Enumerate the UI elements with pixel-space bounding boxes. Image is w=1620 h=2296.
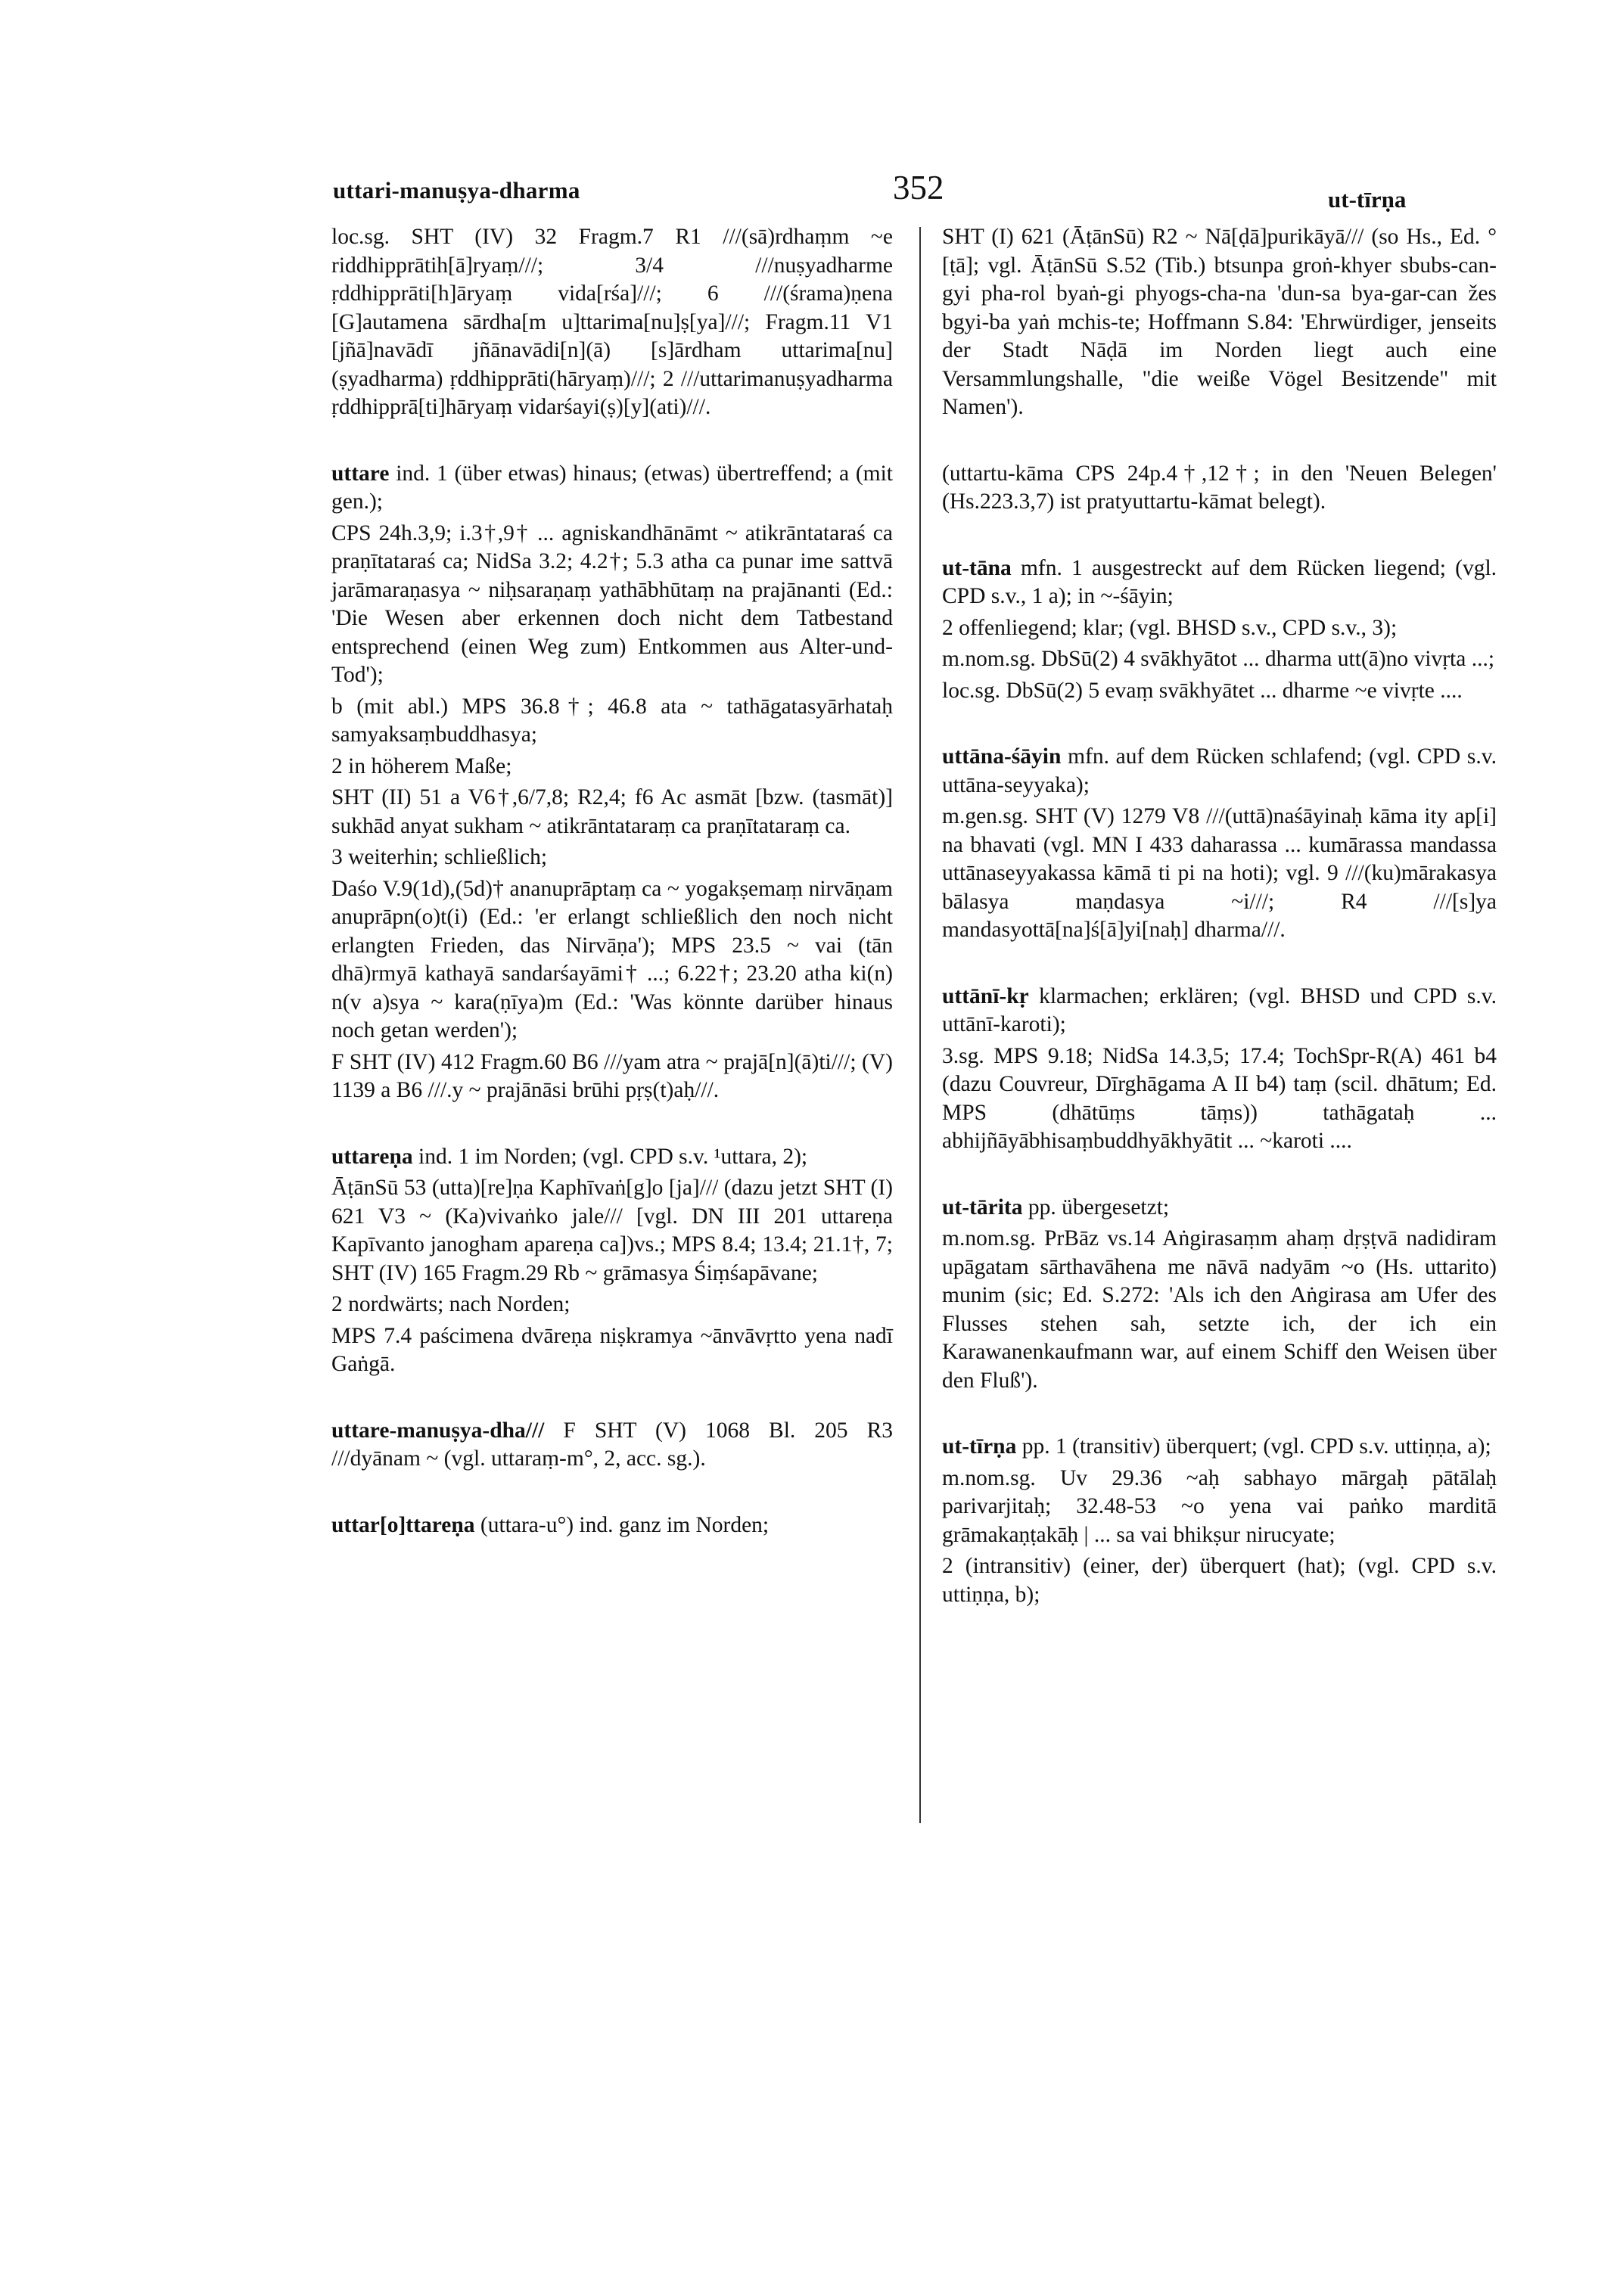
headword: ut-tīrṇa [942, 1434, 1017, 1459]
entry-line: klarmachen; erklären; (vgl. BHSD und CPD s.v. uttānī-karoti); [942, 983, 1497, 1036]
entry-line: b (mit abl.) MPS 36.8†; 46.8 ata ~ tathāgatasyārhataḥ samyaksaṃbuddhasya; [331, 694, 893, 747]
entry-line: 3 weiterhin; schließlich; [331, 845, 548, 869]
entry-first-line [331, 1417, 893, 1474]
entry-line: F SHT (IV) 412 Fragm.60 B6 ///yam atra ~ prajā[n](ā)ti///; (V) 1139 a B6 ///.y ~ prajānāsi brūhi pṛṣ(t)aḥ///. [331, 1049, 893, 1102]
entry-uttana-sayin [942, 743, 1497, 945]
entry-continuation [942, 223, 1497, 422]
entry-first-line [942, 1433, 1497, 1462]
entry-line: 2 in höherem Maße; [331, 753, 512, 778]
entry-first-line [942, 1194, 1497, 1223]
entry-line: 3.sg. MPS 9.18; NidSa 14.3,5; 17.4; TochSpr-R(A) 461 b4 (dazu Couvreur, Dīrghāgama A II b4) taṃ (scil. dhātum; Ed. MPS (dhātūṃs tāṃs)) tathāgataḥ ... abhijñāyābhisaṃbuddhyākhyātit ... ~karoti .... [942, 1043, 1497, 1153]
entry-line: (uttara-u°) ind. ganz im Norden; [480, 1512, 770, 1537]
entry-line: SHT (II) 51 a V6†,6/7,8; R2,4; f6 Ac asmāt [bzw. (tasmāt)] sukhād anyat sukham ~ atikrāntataraṃ ca praṇītataraṃ ca. [331, 785, 893, 838]
entry-first-line [331, 460, 893, 517]
entry-uttare-manusya-dha [331, 1417, 893, 1474]
entry-line: (uttartu-kāma CPS 24p.4†,12†; in den 'Neuen Belegen' (Hs.223.3,7) ist pratyuttartu-kāmat belegt). [942, 461, 1497, 514]
entry-line: 2 nordwärts; nach Norden; [331, 1292, 571, 1316]
entry-line: Daśo V.9(1d),(5d)† ananuprāptaṃ ca ~ yogakṣemaṃ nirvāṇam anuprāpn(o)t(i) (Ed.: 'er erlangt schließlich den noch nicht erlangten Frieden, das Nirvāṇa'); MPS 23.5 ~ vai (tān dhā)rmyā kathayā sandarśayāmi† ...; 6.22†; 23.20 atha ki(n) n(v a)sya ~ kara(ṇīya)m (Ed.: 'Was könnte darüber hinaus noch getan werden'); [331, 876, 893, 1042]
entry-uttarottarena [331, 1512, 893, 1540]
running-head-right: ut-tīrṇa [1328, 186, 1407, 213]
entry-line: mfn. auf dem Rücken schlafend; (vgl. CPD s.v. uttāna-seyyaka); [942, 744, 1497, 797]
entry-line: ĀṭānSū 53 (utta)[re]ṇa Kaphīvaṅ[g]o [ja]/// (dazu jetzt SHT (I) 621 V3 ~ (Ka)vivaṅko jale/// [vgl. DN III 201 uttareṇa Kapīvanto janogham apareṇa ca])vs.; MPS 8.4; 13.4; 21.1†, 7; SHT (IV) 165 Fragm.29 Rb ~ grāmasya Śiṃśapāvane; [331, 1176, 893, 1285]
entry-continuation [331, 223, 893, 422]
entry-line: SHT (I) 621 (ĀṭānSū) R2 ~ Nā[ḍā]purikāyā/// (so Hs., Ed. °[ṭā]; vgl. ĀṭānSū S.52 (Tib.) btsunpa groṅ-khyer sbubs-can-gyi pha-rol byaṅ-gi phyogs-cha-na 'dun-sa bya-gar-can žes bgyi-ba yaṅ mchis-te; Hoffmann S.84: 'Ehrwürdiger, jenseits der Stadt Nāḍā im Norden liegt auch eine Versammlungshalle, "die weiße Vögel Besitzende" mit Namen'). [942, 225, 1497, 419]
entry-ut-tirna [942, 1433, 1497, 1609]
entry-uttarena [331, 1143, 893, 1379]
entry-line: MPS 7.4 paścimena dvāreṇa niṣkramya ~ānvāvṛtto yena nadī Gaṅgā. [331, 1323, 893, 1376]
entry-uttartu-kama [942, 460, 1497, 517]
column-divider [919, 227, 921, 1823]
headword: uttare-manuṣya-dha/// [331, 1418, 545, 1443]
page-header [0, 169, 1620, 218]
entry-line: ind. 1 (über etwas) hinaus; (etwas) übertreffend; a (mit gen.); [331, 461, 893, 514]
headword: ut-tāna [942, 555, 1012, 580]
entry-first-line [942, 555, 1497, 611]
entry-first-line [331, 1512, 893, 1540]
entry-line: m.nom.sg. Uv 29.36 ~aḥ sabhayo mārgaḥ pātālaḥ parivarjitaḥ; 32.48-53 ~o yena vai paṅko marditā grāmakaṇṭakāḥ | ... sa vai bhikṣur nirucyate; [942, 1465, 1497, 1547]
entry-line: loc.sg. DbSū(2) 5 evaṃ svākhyātet ... dharme ~e vivṛte .... [942, 678, 1463, 703]
entry-line: m.nom.sg. DbSū(2) 4 svākhyātot ... dharma utt(ā)no vivṛta ...; [942, 647, 1495, 671]
entry-line: ind. 1 im Norden; (vgl. CPD s.v. ¹uttara, 2); [418, 1144, 808, 1169]
entry-uttare [331, 460, 893, 1105]
entry-ut-tana [942, 555, 1497, 706]
entry-line: pp. 1 (transitiv) überquert; (vgl. CPD s.v. uttiṇṇa, a); [1021, 1434, 1491, 1459]
entry-first-line [942, 983, 1497, 1039]
entry-line: CPS 24h.3,9; i.3†,9† ... agniskandhānāmt ~ atikrāntataraś ca praṇītataraś ca; NidSa 3.2; 4.2†; 5.3 atha ca punar ime sattvā jarāmaraṇasya ~ niḥsaraṇaṃ yathābhūtaṃ na prajānanti (Ed.: 'Die Wesen aber erkennen doch nicht dem Tatbestand entsprechend (einen Weg zum) Entkommen aus Alter-und-Tod'); [331, 520, 893, 687]
entry-line: 2 offenliegend; klar; (vgl. BHSD s.v., CPD s.v., 3); [942, 615, 1398, 640]
headword: uttāna-śāyin [942, 744, 1062, 769]
entry-line: loc.sg. SHT (IV) 32 Fragm.7 R1 ///(sā)rdhaṃm ~e riddhipprātih[ā]ryaṃ///; 3/4 ///nuṣyadharme ṛddhipprāti[h]āryaṃ vida[rśa]///; 6 ///(śrama)ṇena [G]autamena sārdha[m u]ttarima[nu]ṣ[ya]///; Fragm.11 V1 [jñā]navādī jñānavādi[n](ā) [s]ārdham uttarima[nu](ṣyadharma) ṛddhipprāti(hāryaṃ)///; 2 ///uttarimanuṣyadharma ṛddhipprā[ti]hāryaṃ vidarśayi(ṣ)[y](ati)///. [331, 225, 893, 419]
entry-line: pp. übergesetzt; [1028, 1195, 1170, 1219]
left-column [331, 223, 893, 1577]
headword: uttar[o]ttareṇa [331, 1512, 475, 1537]
headword: ut-tārita [942, 1195, 1023, 1219]
entry-ut-tarita [942, 1194, 1497, 1396]
entry-first-line [331, 1143, 893, 1172]
right-column [942, 223, 1497, 1647]
entry-line: mfn. 1 ausgestreckt auf dem Rücken liegend; (vgl. CPD s.v., 1 a); in ~-śāyin; [942, 555, 1497, 608]
entry-line: m.gen.sg. SHT (V) 1279 V8 ///(uttā)naśāyinaḥ kāma ity ap[i] na bhavati (vgl. MN I 433 daharassa ... kumārassa mandassa uttānaseyyakassa kāmā ti pi na hoti); vgl. 9 ///(ku)mārakasya bālasya maṇdasya ~i///; R4 ///[s]ya mandasyottā[na]ś[ā]yi[naḥ] dharma///. [942, 804, 1497, 942]
page-number: 352 [893, 169, 944, 207]
headword: uttare [331, 461, 390, 486]
entry-first-line [942, 743, 1497, 800]
headword: uttānī-kṛ [942, 983, 1029, 1008]
entry-line: 2 (intransitiv) (einer, der) überquert (hat); (vgl. CPD s.v. uttiṇṇa, b); [942, 1554, 1497, 1607]
entry-line: m.nom.sg. PrBāz vs.14 Aṅgirasaṃm ahaṃ dṛṣṭvā nadidiram upāgatam sārthavāhena me nāvā nadyām ~o (Hs. uttarito) munim (sic; Ed. S.272: 'Als ich den Aṅgirasa am Ufer des Flusses stehen sah, setzte ich, der ich ein Karawanenkaufmann war, auf einem Schiff den Weisen über den Fluß'). [942, 1226, 1497, 1393]
entry-line: F SHT (V) 1068 Bl. 205 R3 ///dyānam ~ (vgl. uttaraṃ-m°, 2, acc. sg.). [331, 1418, 894, 1471]
running-head-left: uttari-manuṣya-dharma [333, 177, 580, 204]
entry-uttani-kr [942, 983, 1497, 1156]
headword: uttareṇa [331, 1144, 413, 1169]
